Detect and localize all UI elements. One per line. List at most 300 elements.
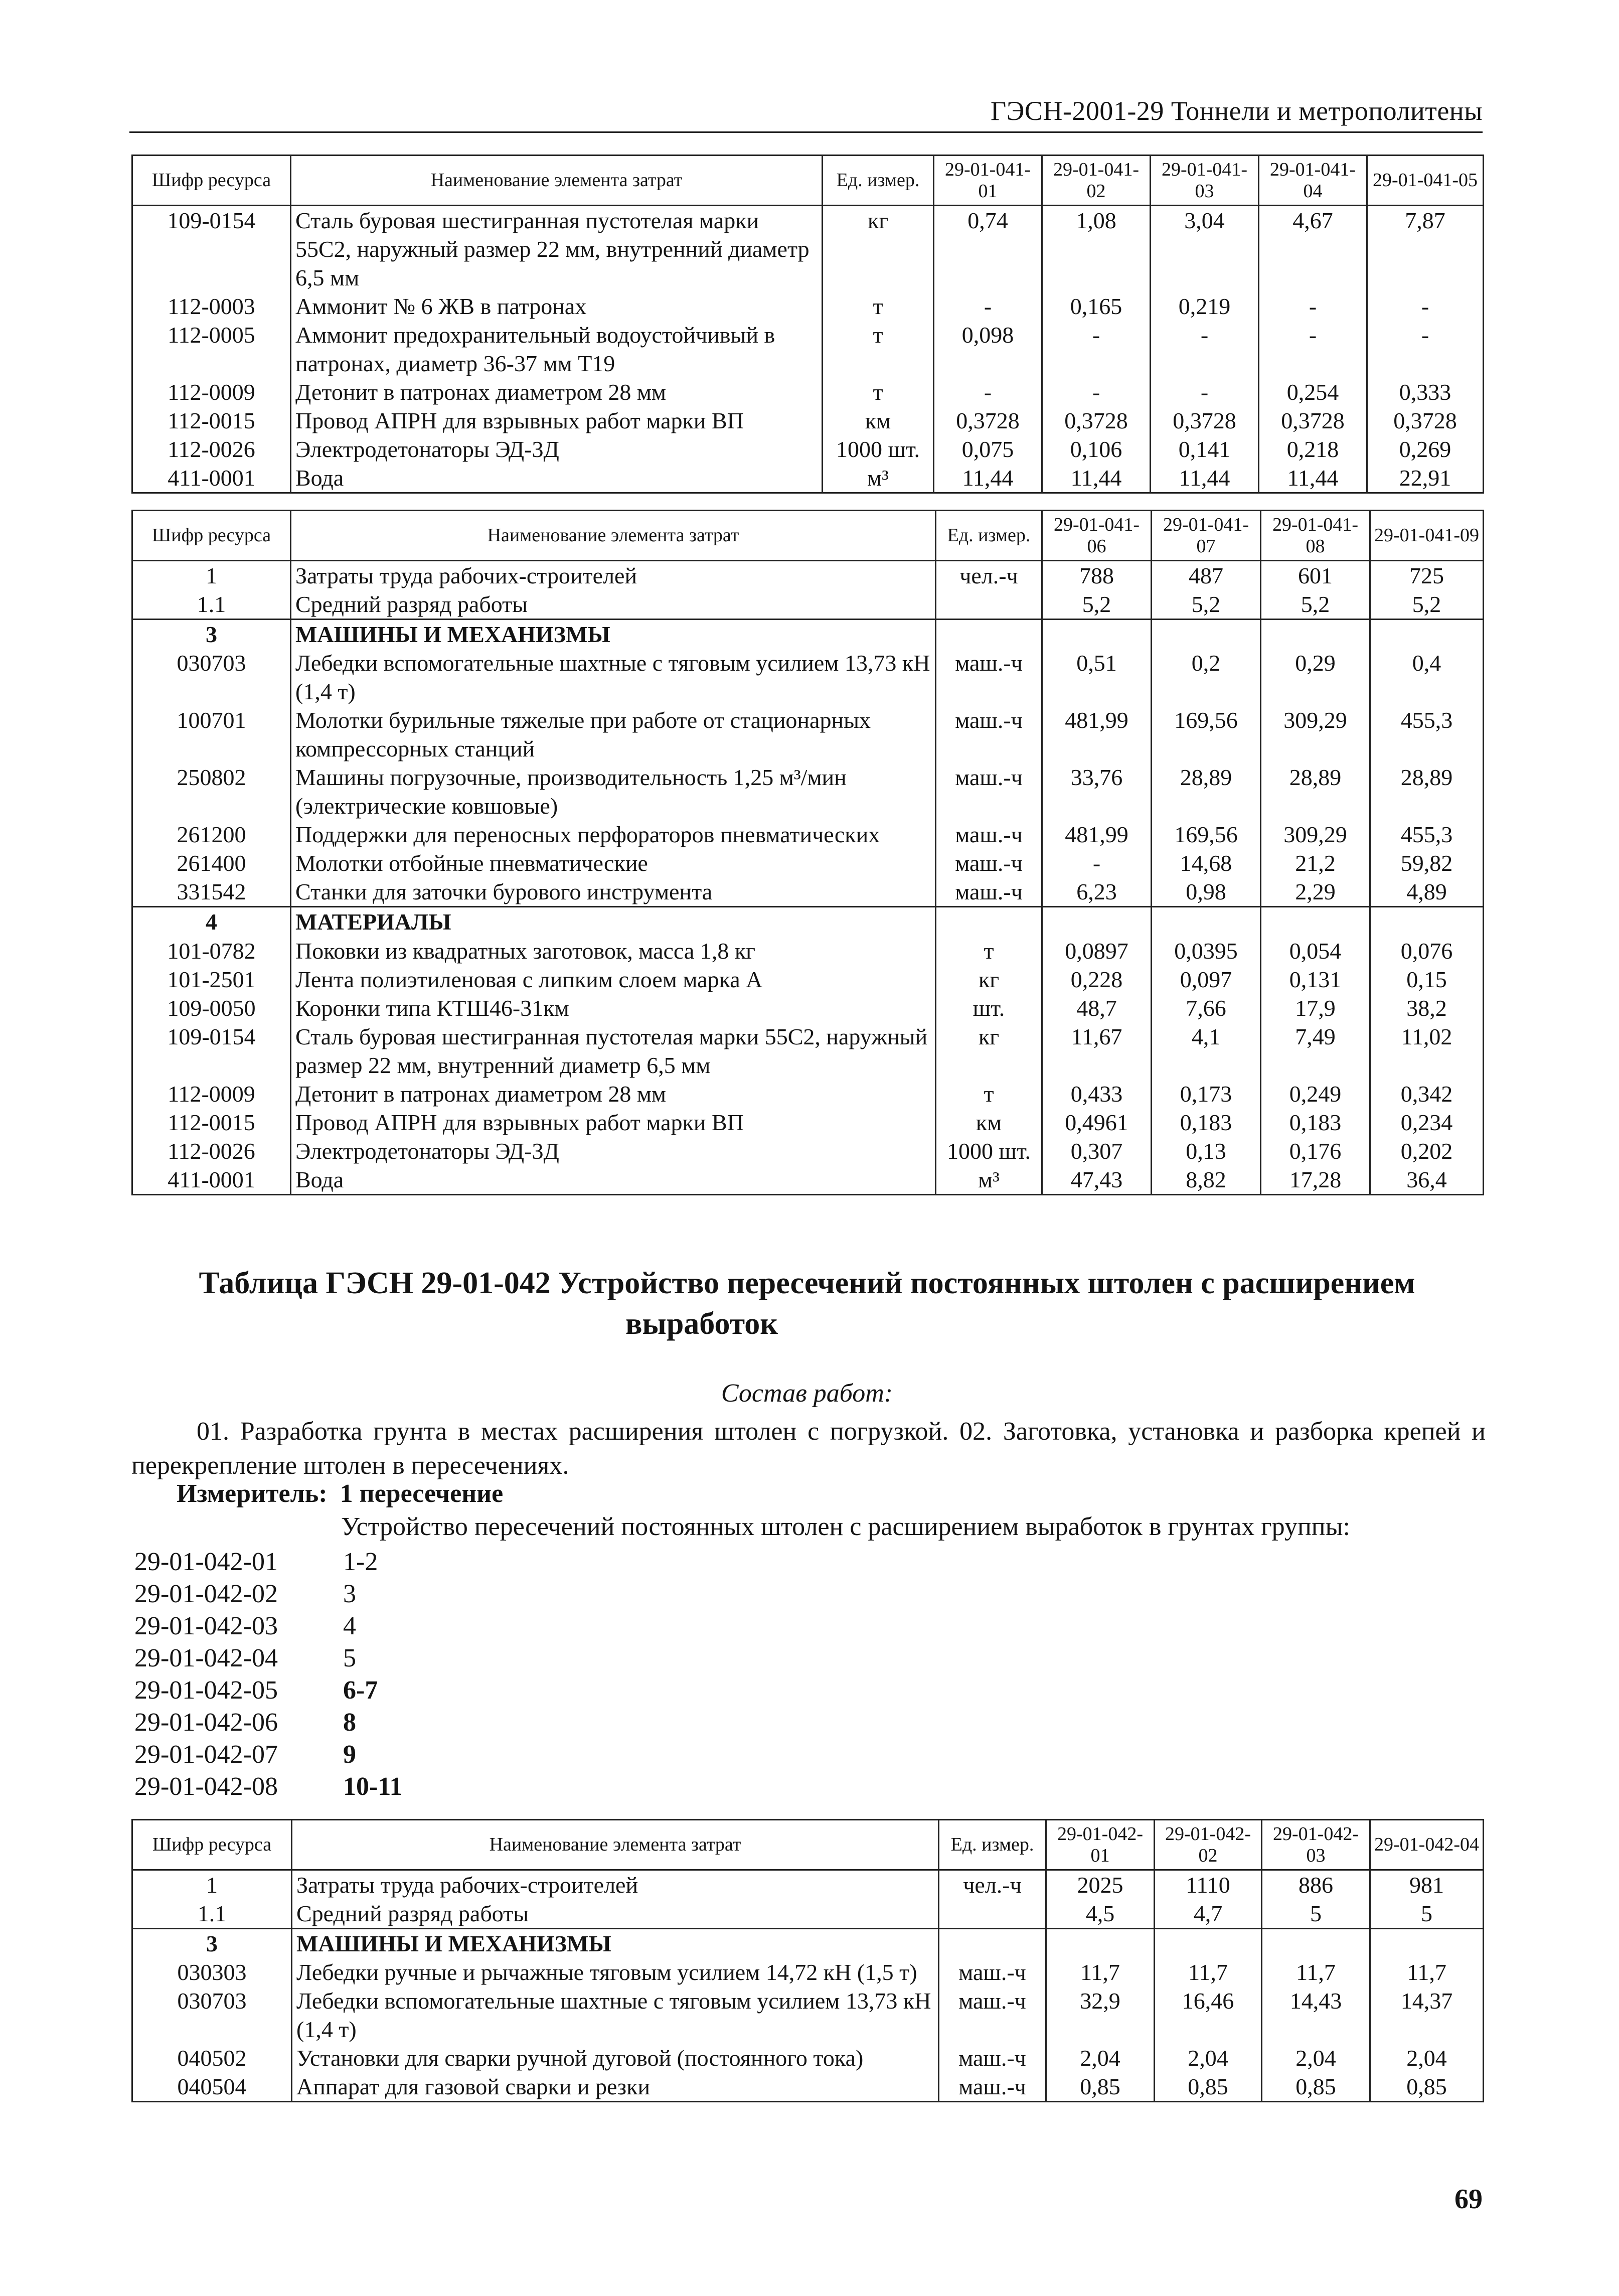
norm-value: 0,054 <box>1261 937 1370 965</box>
norm-value: 0,218 <box>1259 435 1367 464</box>
table-row <box>132 1870 1484 1900</box>
cost-element-name: Средний разряд работы <box>291 590 936 620</box>
cost-element-name: Лента полиэтиленовая с липким слоем марка А <box>291 965 936 994</box>
unit <box>936 620 1042 649</box>
norm-code-row <box>134 1546 402 1578</box>
table-row <box>132 706 1484 763</box>
norm-value: 17,28 <box>1261 1165 1370 1195</box>
column-header: 29-01-042-02 <box>1155 1820 1262 1870</box>
norm-value: 11,67 <box>1042 1022 1152 1080</box>
norm-value: 4,1 <box>1152 1022 1261 1080</box>
column-header: Шифр ресурса <box>132 156 291 206</box>
meter-value: 1 пересечение <box>340 1479 504 1508</box>
cost-element-name: МАШИНЫ И МЕХАНИЗМЫ <box>292 1929 939 1958</box>
norm-value: 0,51 <box>1042 649 1152 706</box>
resource-code: 109-0154 <box>132 206 291 292</box>
norm-value: 7,49 <box>1261 1022 1370 1080</box>
norm-value: 0,183 <box>1152 1108 1261 1137</box>
norm-value: 38,2 <box>1370 994 1484 1022</box>
cost-element-name: Затраты труда рабочих-строителей <box>292 1870 939 1900</box>
norm-value: 0,3728 <box>1367 406 1484 435</box>
table-row <box>132 590 1484 620</box>
norm-value: 6,23 <box>1042 877 1152 907</box>
resource-code: 030303 <box>132 1958 292 1986</box>
cost-element-name: Аммонит предохранительный водоустойчивый в патронах, диаметр 36-37 мм Т19 <box>291 321 823 378</box>
norm-value: 0,3728 <box>1259 406 1367 435</box>
table-row <box>132 937 1484 965</box>
norm-value: 0,307 <box>1042 1137 1152 1165</box>
table-row <box>132 1899 1484 1929</box>
resource-code: 261400 <box>132 849 291 877</box>
table-row <box>132 2044 1484 2072</box>
norm-value: 981 <box>1370 1870 1484 1900</box>
norm-value: 4,89 <box>1370 877 1484 907</box>
norm-value: 725 <box>1370 561 1484 590</box>
norm-value: 886 <box>1262 1870 1370 1900</box>
resource-code: 101-2501 <box>132 965 291 994</box>
resource-code: 1 <box>132 561 291 590</box>
soil-group: 6-7 <box>343 1676 378 1705</box>
norm-value: 0,74 <box>934 206 1042 292</box>
table-row <box>132 965 1484 994</box>
norm-value: 0,176 <box>1261 1137 1370 1165</box>
cost-element-name: Электродетонаторы ЭД-3Д <box>291 435 823 464</box>
resource-code: 040504 <box>132 2072 292 2102</box>
norm-value: - <box>1042 378 1151 406</box>
norm-value: 481,99 <box>1042 820 1152 849</box>
norm-value: 0,098 <box>934 321 1042 378</box>
norm-value: 0,433 <box>1042 1080 1152 1108</box>
norm-value: 47,43 <box>1042 1165 1152 1195</box>
cost-element-name: Лебедки вспомогательные шахтные с тяговым усилием 13,73 кН (1,4 т) <box>291 649 936 706</box>
unit: маш.-ч <box>936 649 1042 706</box>
norm-value: - <box>1259 321 1367 378</box>
norm-value: 0,076 <box>1370 937 1484 965</box>
column-header: 29-01-042-01 <box>1046 1820 1155 1870</box>
unit <box>939 1929 1046 1958</box>
norm-code-row <box>134 1739 402 1771</box>
column-header: Шифр ресурса <box>132 1820 292 1870</box>
norm-code: 29-01-042-03 <box>134 1612 278 1640</box>
norm-value: 1110 <box>1155 1870 1262 1900</box>
norm-value: - <box>934 292 1042 321</box>
cost-element-name: Коронки типа КТШ46-31км <box>291 994 936 1022</box>
norm-value: 22,91 <box>1367 464 1484 493</box>
resource-code: 1.1 <box>132 590 291 620</box>
column-header: 29-01-042-04 <box>1370 1820 1484 1870</box>
norm-value: 2,04 <box>1262 2044 1370 2072</box>
unit: маш.-ч <box>939 1986 1046 2044</box>
norm-value: 0,98 <box>1152 877 1261 907</box>
norm-value <box>1370 620 1484 649</box>
norm-value: 14,68 <box>1152 849 1261 877</box>
norm-value: 455,3 <box>1370 706 1484 763</box>
resource-code: 112-0003 <box>132 292 291 321</box>
cost-element-name: Станки для заточки бурового инструмента <box>291 877 936 907</box>
resource-code: 261200 <box>132 820 291 849</box>
norm-code: 29-01-042-01 <box>134 1548 278 1576</box>
norm-value: 0,228 <box>1042 965 1152 994</box>
norm-value <box>1370 1929 1484 1958</box>
composition-label: Состав работ: <box>721 1379 893 1408</box>
norm-code: 29-01-042-06 <box>134 1708 278 1737</box>
soil-group: 3 <box>343 1580 356 1608</box>
table-row <box>132 1022 1484 1080</box>
norm-value: 0,165 <box>1042 292 1151 321</box>
unit: чел.-ч <box>939 1870 1046 1900</box>
norm-code-row <box>134 1578 402 1610</box>
norm-value: - <box>1151 321 1259 378</box>
table-row <box>132 206 1484 292</box>
groups-intro: Устройство пересечений постоянных штолен с расширением выработок в грунтах группы: <box>341 1512 1350 1541</box>
norm-value: 0,85 <box>1046 2072 1155 2102</box>
norm-value: 3,04 <box>1151 206 1259 292</box>
norm-value: 11,44 <box>1042 464 1151 493</box>
table-row <box>132 406 1484 435</box>
cost-element-name: Детонит в патронах диаметром 28 мм <box>291 378 823 406</box>
norm-value: 309,29 <box>1261 820 1370 849</box>
cost-element-name: Детонит в патронах диаметром 28 мм <box>291 1080 936 1108</box>
column-header: 29-01-042-03 <box>1262 1820 1370 1870</box>
resource-code: 4 <box>132 907 291 937</box>
norm-value: 309,29 <box>1261 706 1370 763</box>
unit <box>936 907 1042 937</box>
cost-element-name: Поковки из квадратных заготовок, масса 1,8 кг <box>291 937 936 965</box>
norm-value: 788 <box>1042 561 1152 590</box>
norm-code: 29-01-042-04 <box>134 1644 278 1672</box>
resource-code: 331542 <box>132 877 291 907</box>
cost-element-name: МАТЕРИАЛЫ <box>291 907 936 937</box>
norm-value: 0,13 <box>1152 1137 1261 1165</box>
norm-value: 0,269 <box>1367 435 1484 464</box>
unit: кг <box>823 206 934 292</box>
resource-table-041-06-09 <box>131 510 1484 1195</box>
norm-value: 0,202 <box>1370 1137 1484 1165</box>
column-header: Наименование элемента затрат <box>291 511 936 561</box>
norm-value: 0,219 <box>1151 292 1259 321</box>
norm-code-row <box>134 1771 402 1803</box>
norm-value: 0,075 <box>934 435 1042 464</box>
norm-value: 28,89 <box>1152 763 1261 820</box>
column-header: 29-01-041-01 <box>934 156 1042 206</box>
norm-value: 8,82 <box>1152 1165 1261 1195</box>
norm-value: 48,7 <box>1042 994 1152 1022</box>
norm-value: 0,097 <box>1152 965 1261 994</box>
norm-value: 0,234 <box>1370 1108 1484 1137</box>
meter-label: Измеритель: <box>177 1479 328 1508</box>
norm-value: - <box>1042 849 1152 877</box>
norm-value: 5 <box>1262 1899 1370 1929</box>
unit: маш.-ч <box>939 2044 1046 2072</box>
cost-element-name: Затраты труда рабочих-строителей <box>291 561 936 590</box>
norm-value: 17,9 <box>1261 994 1370 1022</box>
norm-value: 4,5 <box>1046 1899 1155 1929</box>
norm-value: 0,15 <box>1370 965 1484 994</box>
soil-group: 5 <box>343 1644 356 1672</box>
norm-value <box>1042 907 1152 937</box>
column-header: 29-01-041-08 <box>1261 511 1370 561</box>
norm-value: 7,87 <box>1367 206 1484 292</box>
unit: т <box>823 378 934 406</box>
resource-code: 3 <box>132 1929 292 1958</box>
norm-value <box>1262 1929 1370 1958</box>
cost-element-name: Лебедки ручные и рычажные тяговым усилием 14,72 кН (1,5 т) <box>292 1958 939 1986</box>
unit: т <box>936 937 1042 965</box>
norm-code-row <box>134 1642 402 1674</box>
resource-code: 3 <box>132 620 291 649</box>
unit: 1000 шт. <box>936 1137 1042 1165</box>
resource-code: 100701 <box>132 706 291 763</box>
header-row <box>132 1820 1484 1870</box>
soil-group: 1-2 <box>343 1548 378 1576</box>
header-row <box>132 156 1484 206</box>
unit: маш.-ч <box>936 820 1042 849</box>
norm-value: 7,66 <box>1152 994 1261 1022</box>
column-header: Ед. измер. <box>936 511 1042 561</box>
table-row <box>132 1986 1484 2044</box>
table-title-line1: Таблица ГЭСН 29-01-042 Устройство пересечений постоянных штолен с расширением <box>199 1266 1415 1300</box>
unit: кг <box>936 965 1042 994</box>
table-row <box>132 321 1484 378</box>
unit <box>939 1899 1046 1929</box>
norm-value: 2,04 <box>1046 2044 1155 2072</box>
norm-code: 29-01-042-05 <box>134 1676 278 1705</box>
norm-value: 0,4961 <box>1042 1108 1152 1137</box>
table-row <box>132 763 1484 820</box>
resource-code: 411-0001 <box>132 1165 291 1195</box>
norm-value: 33,76 <box>1042 763 1152 820</box>
norm-value: 0,85 <box>1370 2072 1484 2102</box>
norm-value <box>1152 907 1261 937</box>
resource-code: 411-0001 <box>132 464 291 493</box>
column-header: 29-01-041-07 <box>1152 511 1261 561</box>
cost-element-name: Электродетонаторы ЭД-3Д <box>291 1137 936 1165</box>
norm-code-row <box>134 1707 402 1739</box>
cost-element-name: Поддержки для переносных перфораторов пневматических <box>291 820 936 849</box>
norm-value: 0,141 <box>1151 435 1259 464</box>
cost-element-name: Провод АПРН для взрывных работ марки ВП <box>291 406 823 435</box>
unit: маш.-ч <box>939 2072 1046 2102</box>
column-header: 29-01-041-09 <box>1370 511 1484 561</box>
resource-table-042-01-04 <box>131 1819 1484 2102</box>
column-header: 29-01-041-05 <box>1367 156 1484 206</box>
norm-code-list <box>134 1546 402 1803</box>
norm-value: 11,7 <box>1370 1958 1484 1986</box>
resource-code: 109-0154 <box>132 1022 291 1080</box>
norm-value: 5,2 <box>1370 590 1484 620</box>
norm-value: 59,82 <box>1370 849 1484 877</box>
column-header: Шифр ресурса <box>132 511 291 561</box>
norm-value: 11,7 <box>1262 1958 1370 1986</box>
unit: км <box>936 1108 1042 1137</box>
resource-code: 112-0026 <box>132 1137 291 1165</box>
table-row <box>132 1929 1484 1958</box>
table-row <box>132 820 1484 849</box>
norm-value: 0,254 <box>1259 378 1367 406</box>
norm-value: 1,08 <box>1042 206 1151 292</box>
resource-code: 1.1 <box>132 1899 292 1929</box>
cost-element-name: Молотки отбойные пневматические <box>291 849 936 877</box>
unit: т <box>823 292 934 321</box>
table-row <box>132 994 1484 1022</box>
norm-value: 16,46 <box>1155 1986 1262 2044</box>
norm-value <box>1261 907 1370 937</box>
table-row <box>132 561 1484 590</box>
norm-value: 487 <box>1152 561 1261 590</box>
norm-value: 32,9 <box>1046 1986 1155 2044</box>
unit: маш.-ч <box>936 849 1042 877</box>
table-row <box>132 435 1484 464</box>
table-row <box>132 649 1484 706</box>
norm-value <box>1042 620 1152 649</box>
norm-value: 169,56 <box>1152 820 1261 849</box>
norm-value: 11,02 <box>1370 1022 1484 1080</box>
norm-value: 0,3728 <box>1042 406 1151 435</box>
resource-code: 112-0015 <box>132 1108 291 1137</box>
resource-code: 250802 <box>132 763 291 820</box>
resource-code: 112-0026 <box>132 435 291 464</box>
table-row <box>132 292 1484 321</box>
unit: т <box>823 321 934 378</box>
table-row <box>132 1165 1484 1195</box>
norm-value: 14,37 <box>1370 1986 1484 2044</box>
norm-value: 36,4 <box>1370 1165 1484 1195</box>
resource-code: 112-0005 <box>132 321 291 378</box>
norm-value: 0,173 <box>1152 1080 1261 1108</box>
norm-value: 2,04 <box>1370 2044 1484 2072</box>
norm-value: 0,85 <box>1262 2072 1370 2102</box>
unit: м³ <box>823 464 934 493</box>
norm-value: 28,89 <box>1370 763 1484 820</box>
norm-value: 2,29 <box>1261 877 1370 907</box>
soil-group: 8 <box>343 1708 356 1737</box>
table-row <box>132 877 1484 907</box>
table-row <box>132 907 1484 937</box>
unit: км <box>823 406 934 435</box>
column-header: Наименование элемента затрат <box>292 1820 939 1870</box>
column-header: Ед. измер. <box>823 156 934 206</box>
cost-element-name: Аппарат для газовой сварки и резки <box>292 2072 939 2102</box>
norm-value: 455,3 <box>1370 820 1484 849</box>
norm-value: 5 <box>1370 1899 1484 1929</box>
cost-element-name: Провод АПРН для взрывных работ марки ВП <box>291 1108 936 1137</box>
unit: маш.-ч <box>936 877 1042 907</box>
cost-element-name: Вода <box>291 464 823 493</box>
norm-value: 169,56 <box>1152 706 1261 763</box>
norm-value: 5,2 <box>1261 590 1370 620</box>
soil-group: 10-11 <box>343 1772 403 1801</box>
cost-element-name: Сталь буровая шестигранная пустотелая марки 55С2, наружный размер 22 мм, внутренний диаметр 6,5 мм <box>291 1022 936 1080</box>
column-header: 29-01-041-03 <box>1151 156 1259 206</box>
soil-group: 9 <box>343 1740 356 1769</box>
norm-value: 21,2 <box>1261 849 1370 877</box>
norm-value: 0,131 <box>1261 965 1370 994</box>
norm-value: 28,89 <box>1261 763 1370 820</box>
column-header: 29-01-041-04 <box>1259 156 1367 206</box>
norm-value: 2,04 <box>1155 2044 1262 2072</box>
norm-code: 29-01-042-08 <box>134 1772 278 1801</box>
table-row <box>132 1958 1484 1986</box>
table-row <box>132 1108 1484 1137</box>
norm-value: - <box>1042 321 1151 378</box>
resource-code: 112-0015 <box>132 406 291 435</box>
cost-element-name: Машины погрузочные, производительность 1,25 м³/мин (электрические ковшовые) <box>291 763 936 820</box>
column-header: 29-01-041-02 <box>1042 156 1151 206</box>
resource-code: 030703 <box>132 1986 292 2044</box>
norm-value: 0,249 <box>1261 1080 1370 1108</box>
norm-value: 2025 <box>1046 1870 1155 1900</box>
header-rule <box>129 131 1483 133</box>
unit: маш.-ч <box>936 706 1042 763</box>
norm-value: 11,44 <box>1151 464 1259 493</box>
norm-value: 11,44 <box>934 464 1042 493</box>
norm-value: 5,2 <box>1042 590 1152 620</box>
unit: шт. <box>936 994 1042 1022</box>
unit: чел.-ч <box>936 561 1042 590</box>
unit: т <box>936 1080 1042 1108</box>
table-row <box>132 378 1484 406</box>
norm-code-row <box>134 1674 402 1707</box>
norm-value: - <box>1367 292 1484 321</box>
norm-value: 4,7 <box>1155 1899 1262 1929</box>
norm-value: - <box>934 378 1042 406</box>
cost-element-name: Установки для сварки ручной дуговой (постоянного тока) <box>292 2044 939 2072</box>
column-header: Наименование элемента затрат <box>291 156 823 206</box>
unit: 1000 шт. <box>823 435 934 464</box>
norm-value: 4,67 <box>1259 206 1367 292</box>
norm-value: 14,43 <box>1262 1986 1370 2044</box>
norm-code-row <box>134 1610 402 1642</box>
norm-value: 0,0395 <box>1152 937 1261 965</box>
norm-code: 29-01-042-02 <box>134 1580 278 1608</box>
norm-value: 601 <box>1261 561 1370 590</box>
resource-code: 101-0782 <box>132 937 291 965</box>
resource-table-041-01-05 <box>131 155 1484 494</box>
works-description: 01. Разработка грунта в местах расширения штолен с погрузкой. 02. Заготовка, установка и разборка крепей и перекрепление штолен в пересечениях. <box>131 1417 1486 1480</box>
cost-element-name: Аммонит № 6 ЖВ в патронах <box>291 292 823 321</box>
norm-value: 0,29 <box>1261 649 1370 706</box>
cost-element-name: Сталь буровая шестигранная пустотелая марки 55С2, наружный размер 22 мм, внутренний диаметр 6,5 мм <box>291 206 823 292</box>
table-row <box>132 620 1484 649</box>
page-number: 69 <box>1454 2184 1483 2215</box>
unit: маш.-ч <box>939 1958 1046 1986</box>
norm-value: 11,7 <box>1155 1958 1262 1986</box>
table-title <box>131 1263 1483 1344</box>
norm-value: 0,106 <box>1042 435 1151 464</box>
norm-value: 0,2 <box>1152 649 1261 706</box>
unit: маш.-ч <box>936 763 1042 820</box>
cost-element-name: Лебедки вспомогательные шахтные с тяговым усилием 13,73 кН (1,4 т) <box>292 1986 939 2044</box>
norm-value: 481,99 <box>1042 706 1152 763</box>
norm-value: 0,183 <box>1261 1108 1370 1137</box>
resource-code: 040502 <box>132 2044 292 2072</box>
page-header: ГЭСН-2001-29 Тоннели и метрополитены <box>991 96 1483 126</box>
norm-value: 5,2 <box>1152 590 1261 620</box>
norm-value <box>1155 1929 1262 1958</box>
norm-value: 0,3728 <box>1151 406 1259 435</box>
norm-value <box>1046 1929 1155 1958</box>
resource-code: 112-0009 <box>132 378 291 406</box>
table-row <box>132 849 1484 877</box>
cost-element-name: МАШИНЫ И МЕХАНИЗМЫ <box>291 620 936 649</box>
column-header: Ед. измер. <box>939 1820 1046 1870</box>
norm-value: - <box>1367 321 1484 378</box>
meter-line <box>177 1479 503 1508</box>
norm-value: 0,342 <box>1370 1080 1484 1108</box>
soil-group: 4 <box>343 1612 356 1640</box>
resource-code: 112-0009 <box>132 1080 291 1108</box>
resource-code: 030703 <box>132 649 291 706</box>
